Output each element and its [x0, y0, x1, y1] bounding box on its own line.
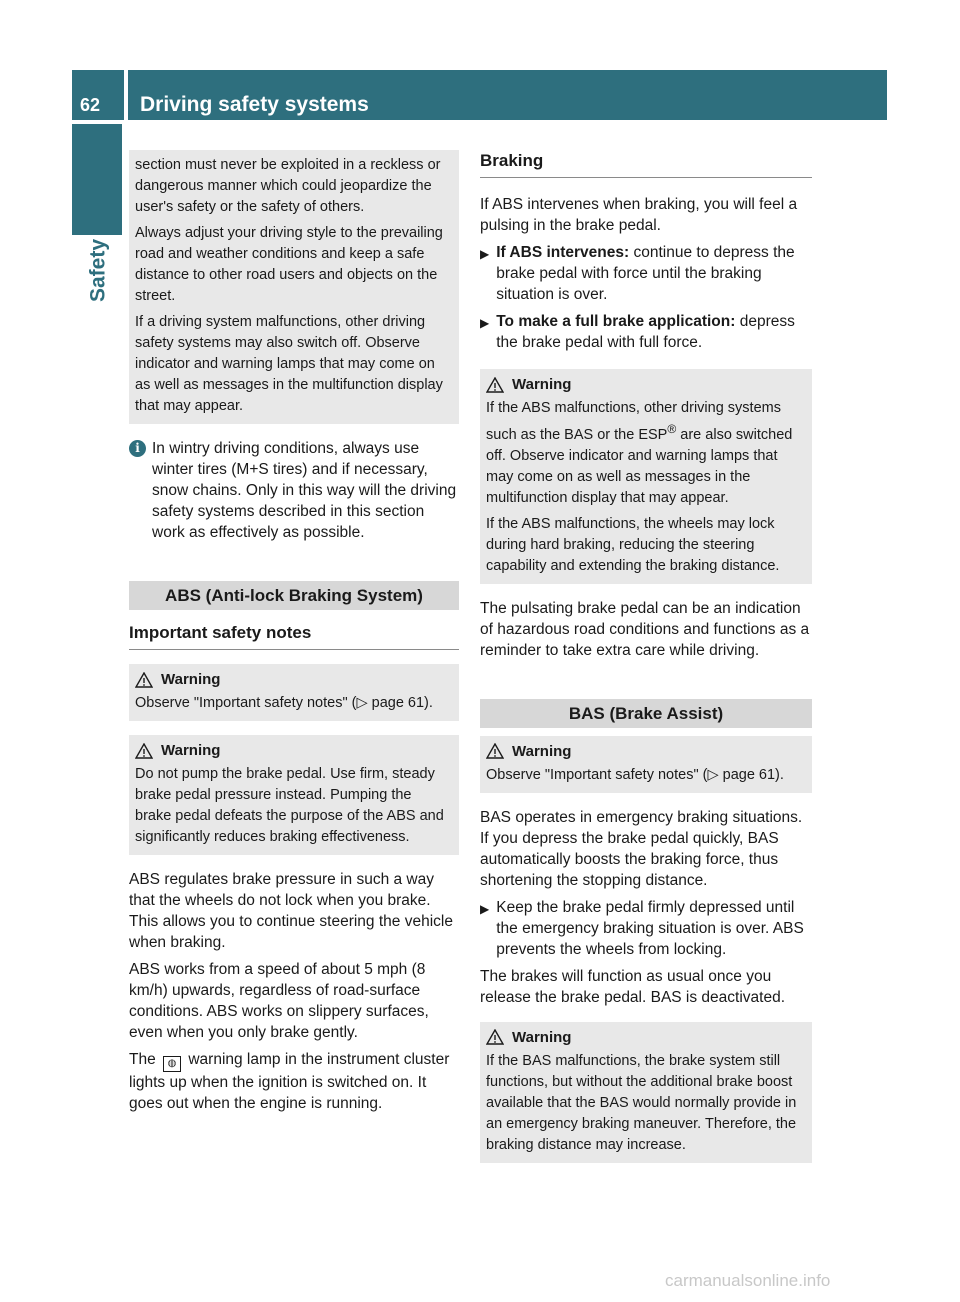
header-divider: [124, 70, 128, 120]
subheading-important-safety-notes: Important safety notes: [129, 622, 459, 650]
instruction-step: [480, 311, 812, 353]
warning-label: Warning: [512, 1028, 572, 1046]
warning-text: Observe "Important safety notes" (▷ page 61).: [486, 766, 784, 783]
step-text: [496, 242, 812, 305]
section-heading-abs: ABS (Anti-lock Braking System): [129, 581, 459, 610]
abs-warning-lamp-icon: ◍: [163, 1056, 181, 1072]
step-arrow-icon: ▶: [480, 316, 490, 330]
right-column: [480, 150, 812, 1177]
body-paragraph: BAS operates in emergency braking situations. If you depress the brake pedal quickly, BAS automatically boosts the braking force, thus shortening the stopping distance.: [480, 808, 803, 889]
body-paragraph: If ABS intervenes when braking, you will feel a pulsing in the brake pedal.: [480, 196, 798, 234]
body-paragraph: ABS regulates brake pressure in such a way that the wheels do not lock when you brake. This allows you to continue steering the vehicle when braking.: [129, 871, 453, 951]
step-body: depress the brake pedal with full force.: [496, 313, 795, 351]
body-text: The: [129, 1051, 156, 1068]
info-text: In wintry driving conditions, always use winter tires (M+S tires) and if necessary, snow chains. Only in this way will the driving safety systems described in this section work as effectively as possible.: [152, 440, 457, 541]
warning-box: [480, 369, 812, 584]
warning-text-part: are also switched off. Observe indicator and warning lamps that may come on as well as messages in the multifunction display that may appear.: [486, 426, 793, 506]
warning-text: section must never be exploited in a reckless or dangerous manner which could jeopardize the user's safety or the safety of others.: [135, 157, 441, 215]
body-paragraph: The brakes will function as usual once you release the brake pedal. BAS is deactivated.: [480, 967, 786, 1006]
warning-text-part: If the ABS malfunctions, other driving systems such as the BAS or the ESP: [486, 400, 781, 443]
body-text: warning lamp in the instrument cluster lights up when the ignition is switched on. It goes out when the engine is running.: [129, 1051, 450, 1112]
warning-text: [486, 398, 804, 509]
page-number: 62: [80, 95, 101, 115]
warning-text: If the ABS malfunctions, the wheels may lock during hard braking, reducing the steering capability and extending the braking distance.: [486, 515, 780, 574]
left-column: [129, 150, 459, 1120]
info-icon: i: [129, 440, 146, 457]
step-text: Keep the brake pedal firmly depressed until the emergency braking situation is over. ABS prevents the wheels from locking.: [496, 898, 804, 958]
instruction-step: [480, 897, 812, 960]
warning-continued-box: [129, 150, 459, 424]
registered-mark: ®: [667, 422, 677, 436]
info-note: [129, 438, 459, 543]
step-body: continue to depress the brake pedal with force until the braking situation is over.: [496, 244, 795, 303]
warning-title: [135, 669, 451, 690]
body-paragraph: [129, 1049, 459, 1114]
warning-label: Warning: [512, 376, 572, 393]
body-paragraph: The pulsating brake pedal can be an indication of hazardous road conditions and functions as a reminder to take extra care while driving.: [480, 599, 810, 659]
warning-box: [129, 664, 459, 721]
step-text: [496, 311, 812, 353]
warning-text: Observe "Important safety notes" (▷ page 61).: [135, 695, 433, 711]
warning-label: Warning: [161, 742, 221, 759]
step-arrow-icon: ▶: [480, 247, 490, 261]
side-tab-block: [72, 124, 122, 235]
warning-triangle-icon: [486, 377, 504, 393]
step-arrow-icon: ▶: [480, 901, 490, 916]
section-heading-bas: BAS (Brake Assist): [480, 699, 812, 728]
warning-triangle-icon: [486, 743, 504, 759]
warning-text: Do not pump the brake pedal. Use firm, steady brake pedal pressure instead. Pumping the brake pedal defeats the purpose of the ABS and significantly reduces braking effectiveness.: [135, 766, 444, 845]
warning-triangle-icon: [135, 743, 153, 759]
warning-label: Warning: [512, 742, 572, 760]
warning-triangle-icon: [135, 672, 153, 688]
step-lead: To make a full brake application:: [496, 313, 736, 330]
warning-title: [486, 741, 804, 762]
warning-label: Warning: [161, 671, 221, 688]
page-title: Driving safety systems: [140, 93, 369, 116]
warning-text: Always adjust your driving style to the prevailing road and weather conditions and keep a safe distance to other road users and objects on the street.: [135, 225, 443, 304]
warning-triangle-icon: [486, 1029, 504, 1045]
watermark: carmanualsonline.info: [665, 1271, 831, 1290]
warning-title: [486, 374, 804, 395]
warning-title: [135, 740, 451, 761]
warning-text: If the BAS malfunctions, the brake system still functions, but without the additional brake boost available that the BAS would normally provide in an emergency braking maneuver. Therefore, the braking distance may increase.: [486, 1052, 797, 1153]
warning-box: [129, 735, 459, 855]
warning-box: [480, 736, 812, 793]
body-paragraph: ABS works from a speed of about 5 mph (8 km/h) upwards, regardless of road-surface conditions. ABS works on slippery surfaces, even when you only brake gently.: [129, 961, 429, 1041]
warning-title: [486, 1027, 804, 1048]
warning-box: [480, 1022, 812, 1163]
step-lead: If ABS intervenes:: [496, 244, 630, 261]
warning-text: If a driving system malfunctions, other driving safety systems may also switch off. Observe indicator and warning lamps that may come on as well as messages in the multifunction display that may appear.: [135, 314, 443, 414]
instruction-step: [480, 242, 812, 305]
subheading-braking: Braking: [480, 150, 812, 178]
side-section-label: Safety: [86, 238, 110, 303]
